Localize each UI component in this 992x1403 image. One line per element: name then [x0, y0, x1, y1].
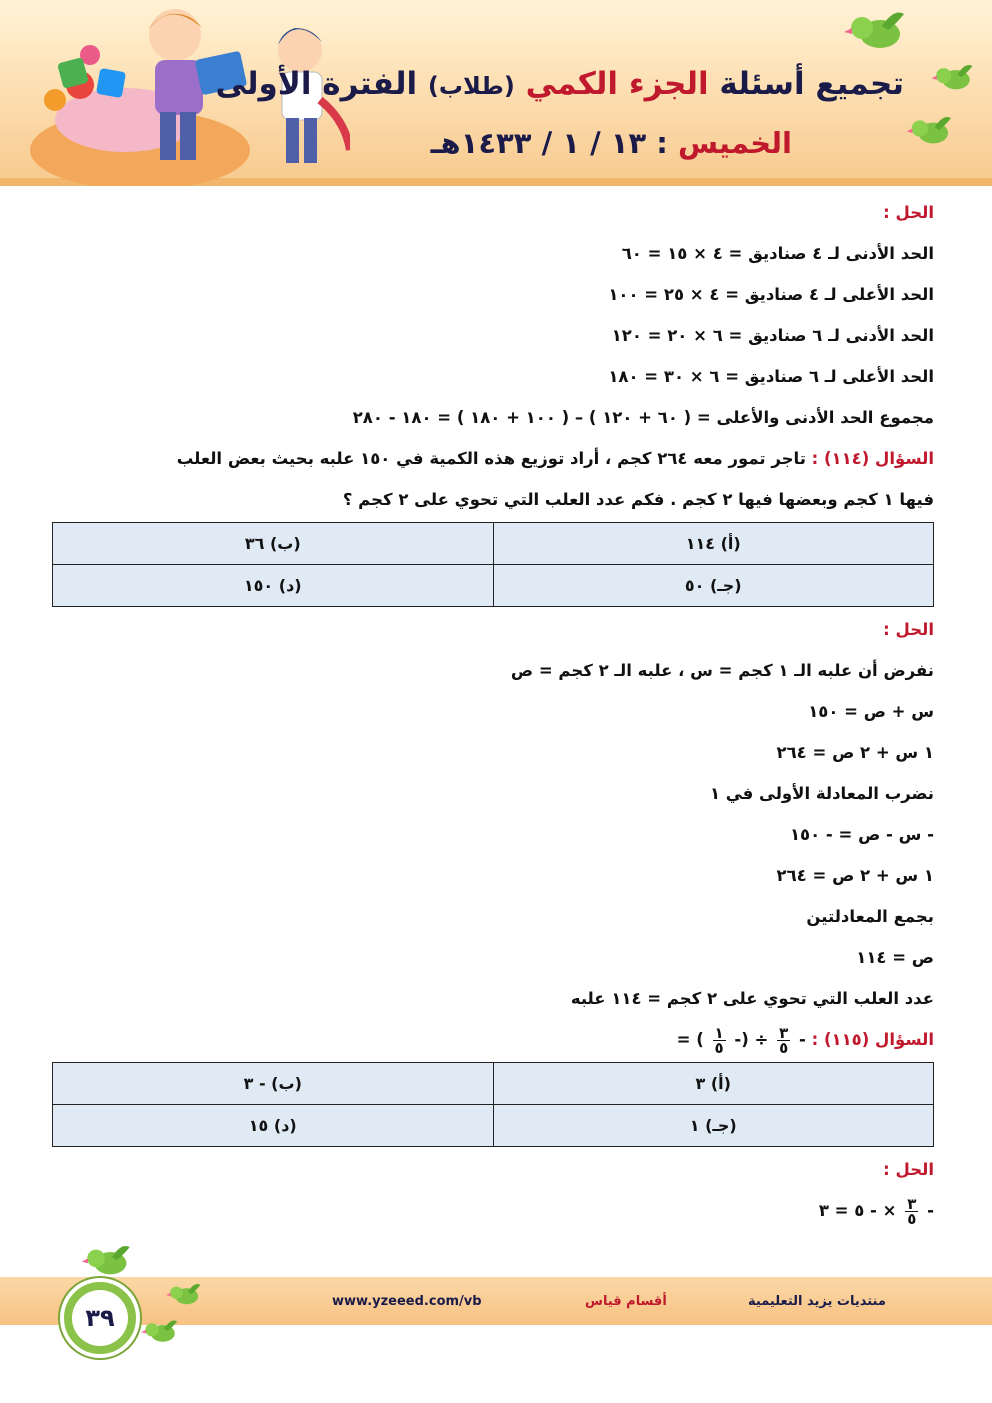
fraction	[777, 1026, 790, 1055]
bird-icon	[842, 6, 912, 54]
solution-line: نضرب المعادلة الأولى في ١	[709, 784, 934, 803]
bird-icon	[140, 1316, 182, 1346]
solution-line: بجمع المعادلتين	[806, 907, 934, 926]
solution-line: نفرض أن علبه الـ ١ كجم = س ، علبه الـ ٢ كجم = ص	[510, 661, 934, 680]
choice-a[interactable]: (أ) ١١٤	[493, 523, 934, 565]
solution-line: الحد الأعلى لـ ٤ صناديق = ٤ × ٢٥ = ١٠٠	[608, 285, 934, 304]
title-part-4: الفترة الأولى	[215, 66, 418, 102]
expr-prefix: -	[799, 1030, 806, 1049]
footer-forum-name: منتديات يزيد التعليمية	[748, 1294, 886, 1309]
solution-label: الحل :	[883, 203, 934, 222]
solution-line: ص = ١١٤	[856, 948, 934, 967]
footer-site-link[interactable]: www.yzeeed.com/vb	[332, 1294, 482, 1309]
table-row	[53, 1105, 934, 1147]
choice-c[interactable]: (جـ) ٥٠	[493, 565, 934, 607]
table-row	[53, 565, 934, 607]
page-number: ٣٩	[72, 1290, 128, 1346]
expr-prefix: -	[927, 1201, 934, 1220]
fraction-denominator: ٥	[907, 1210, 917, 1228]
page-content	[62, 192, 934, 1231]
date-value: : ١٣ / ١ / ١٤٣٣هـ	[430, 126, 668, 160]
choice-d[interactable]: (د) ١٥	[53, 1105, 494, 1147]
choice-b[interactable]: (ب) - ٣	[53, 1063, 494, 1105]
answer-choices-table	[52, 522, 934, 607]
expr-operator: ÷ (-	[734, 1030, 769, 1049]
title-part-3: (طلاب)	[427, 72, 515, 100]
fraction	[905, 1197, 918, 1226]
solution-line: مجموع الحد الأدنى والأعلى = ( ٦٠ + ١٢٠ ) – ( ١٠٠ + ١٨٠ ) = ١٨٠ - ٢٨٠	[352, 408, 934, 427]
solution-line: الحد الأدنى لـ ٤ صناديق = ٤ × ١٥ = ٦٠	[621, 244, 934, 263]
footer-section: أقسام قياس	[585, 1294, 667, 1309]
solution-label: الحل :	[883, 620, 934, 639]
solution-line: - س - ص = - ١٥٠	[789, 825, 934, 844]
choice-c[interactable]: (جـ) ١	[493, 1105, 934, 1147]
fraction-numerator: ٣	[907, 1195, 917, 1213]
solution-label: الحل :	[883, 1160, 934, 1179]
expr-suffix: ) =	[676, 1030, 704, 1049]
bird-icon	[165, 1280, 205, 1308]
page-number-badge	[60, 1278, 140, 1358]
choice-a[interactable]: (أ) ٣	[493, 1063, 934, 1105]
question-label: السؤال (١١٤) :	[811, 449, 934, 468]
solution-line: الحد الأعلى لـ ٦ صناديق = ٦ × ٣٠ = ١٨٠	[608, 367, 934, 386]
solution-line: الحد الأدنى لـ ٦ صناديق = ٦ × ٢٠ = ١٢٠	[611, 326, 934, 345]
table-row	[53, 523, 934, 565]
bird-icon	[905, 112, 957, 148]
solution-line: عدد العلب التي تحوي على ٢ كجم = ١١٤ علبه	[570, 989, 934, 1008]
page-title	[216, 66, 904, 102]
title-part-2: الجزء الكمي	[525, 66, 709, 102]
question-115	[62, 1019, 934, 1060]
question-label: السؤال (١١٥) :	[811, 1030, 934, 1049]
solution-line: ١ س + ٢ ص = ٢٦٤	[776, 866, 934, 885]
question-text: تاجر تمور معه ٢٦٤ كجم ، أراد توزيع هذه الكمية في ١٥٠ علبه بحيث بعض العلب	[176, 449, 806, 468]
question-114	[62, 438, 934, 479]
answer-choices-table	[52, 1062, 934, 1147]
title-part-1: تجميع أسئلة	[719, 66, 904, 102]
fraction-numerator: ٣	[779, 1024, 789, 1042]
date-day: الخميس	[677, 126, 792, 160]
fraction	[713, 1026, 726, 1055]
fraction-denominator: ٥	[714, 1039, 724, 1057]
question-text-continued: فيها ١ كجم وبعضها فيها ٢ كجم . فكم عدد العلب التي تحوي على ٢ كجم ؟	[342, 490, 934, 509]
choice-b[interactable]: (ب) ٣٦	[53, 523, 494, 565]
solution-line	[62, 1190, 934, 1231]
solution-line: س + ص = ١٥٠	[808, 702, 934, 721]
fraction-numerator: ١	[714, 1024, 724, 1042]
solution-line: ١ س + ٢ ص = ٢٦٤	[776, 743, 934, 762]
bird-icon	[930, 60, 978, 94]
expr-rest: × - ٥ = ٣	[818, 1201, 897, 1220]
table-row	[53, 1063, 934, 1105]
page-header	[0, 0, 992, 186]
fraction-denominator: ٥	[779, 1039, 789, 1057]
choice-d[interactable]: (د) ١٥٠	[53, 565, 494, 607]
bird-icon	[80, 1240, 136, 1280]
page-date	[431, 126, 792, 160]
